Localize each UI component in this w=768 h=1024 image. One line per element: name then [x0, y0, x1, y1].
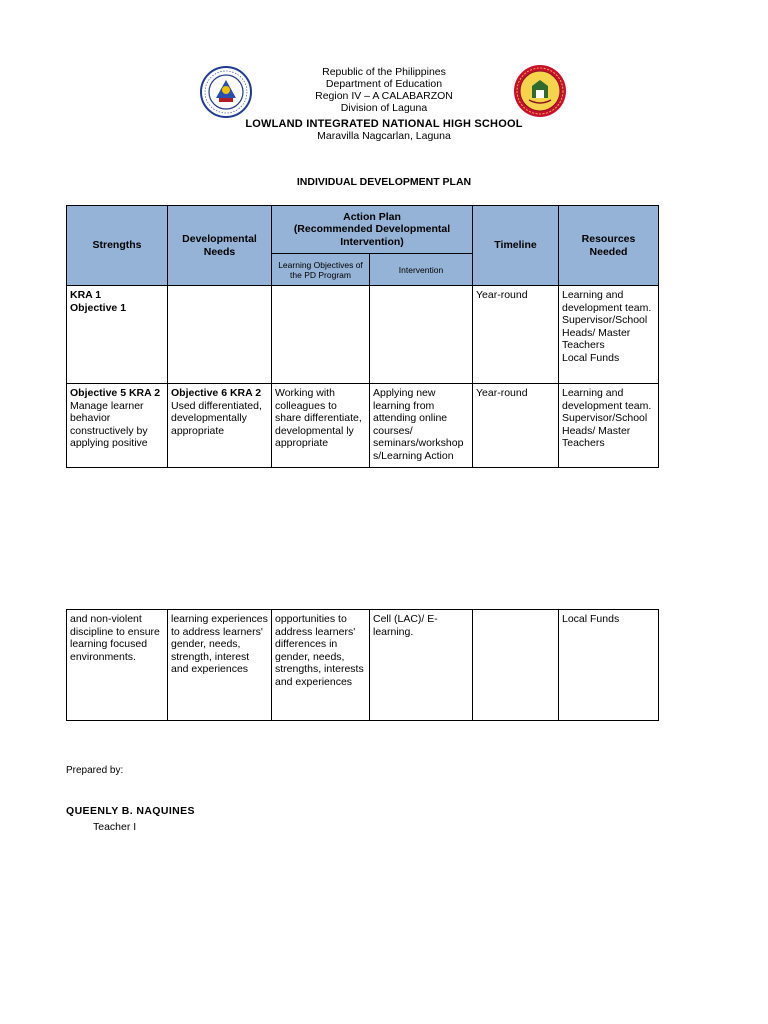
document-title: INDIVIDUAL DEVELOPMENT PLAN: [296, 176, 472, 188]
cell-learning-objectives: Working with colleagues to share differentiate, developmental ly appropriate: [272, 384, 370, 468]
header-strengths: Strengths: [67, 206, 168, 286]
dev-needs-text: Used differentiated, developmentally appropriate: [171, 399, 262, 437]
cell-resources: Learning and development team. Supervisor/School Heads/ Master Teachers: [559, 384, 659, 468]
objective-label: Objective 5 KRA 2: [70, 387, 161, 399]
signer-name: QUEENLY B. NAQUINES: [66, 805, 195, 817]
idp-table-continued: [66, 609, 659, 721]
cell-learning-objectives: [272, 286, 370, 384]
header-region: Region IV – A CALABARZON: [315, 90, 453, 102]
table-row: [67, 286, 659, 384]
cell-strengths: [67, 286, 168, 384]
cell-timeline: Year-round: [473, 384, 559, 468]
cell-dev-needs: [168, 286, 272, 384]
header-action-plan: Action Plan (Recommended Developmental Intervention): [272, 206, 473, 254]
header-resources-needed: Resources Needed: [559, 206, 659, 286]
signer-position: Teacher I: [93, 821, 137, 833]
header-developmental-needs: Developmental Needs: [168, 206, 272, 286]
objective-label: Objective 6 KRA 2: [171, 387, 262, 399]
cell-learning-objectives: opportunities to address learners' differences in gender, needs, strengths, interests and experiences: [272, 610, 370, 721]
cell-resources: Local Funds: [559, 610, 659, 721]
school-address: Maravilla Nagcarlan, Laguna: [317, 130, 451, 142]
cell-intervention: [370, 286, 473, 384]
table-row: [67, 610, 659, 721]
header-intervention: Intervention: [370, 254, 473, 286]
strengths-text: Manage learner behavior constructively by applying positive: [70, 399, 148, 450]
header-learning-objectives: Learning Objectives of the PD Program: [272, 254, 370, 286]
school-name: LOWLAND INTEGRATED NATIONAL HIGH SCHOOL: [245, 118, 523, 130]
cell-dev-needs: [168, 384, 272, 468]
cell-strengths: and non-violent discipline to ensure learning focused environments.: [67, 610, 168, 721]
header-department: Department of Education: [325, 78, 443, 90]
header-republic: Republic of the Philippines: [322, 66, 446, 78]
header-timeline: Timeline: [473, 206, 559, 286]
cell-dev-needs: learning experiences to address learners' gender, needs, strength, interest and experiences: [168, 610, 272, 721]
cell-intervention: Cell (LAC)/ E-learning.: [370, 610, 473, 721]
prepared-by-label: Prepared by:: [66, 765, 124, 776]
cell-strengths: [67, 384, 168, 468]
cell-resources: Learning and development team. Supervisor/School Heads/ Master Teachers Local Funds: [559, 286, 659, 384]
cell-timeline: [473, 610, 559, 721]
cell-timeline: Year-round: [473, 286, 559, 384]
kra-label: KRA 1 Objective 1: [70, 289, 127, 314]
table-row: [67, 384, 659, 468]
header-division: Division of Laguna: [340, 102, 428, 114]
cell-intervention: Applying new learning from attending online courses/ seminars/workshop s/Learning Action: [370, 384, 473, 468]
idp-table: [66, 205, 659, 468]
